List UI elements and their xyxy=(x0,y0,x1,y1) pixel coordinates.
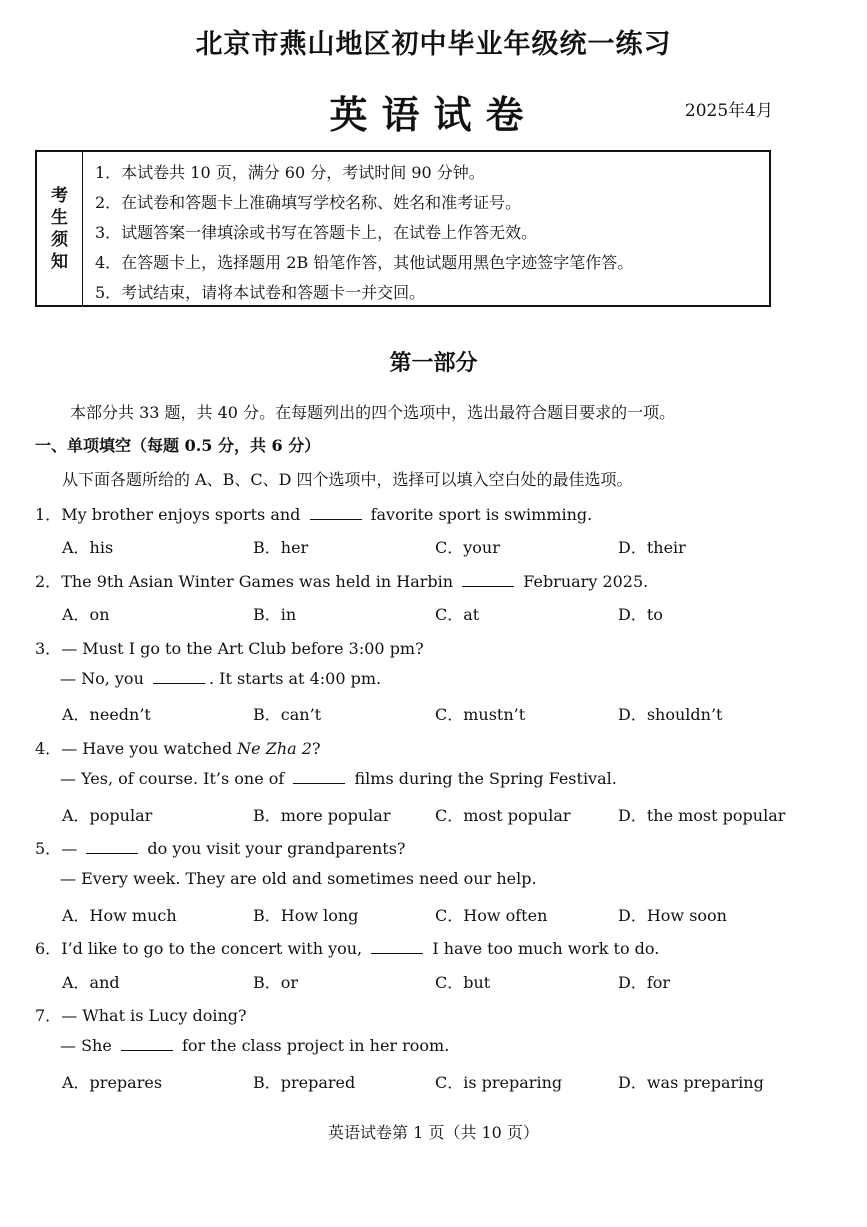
exam-date: 2025年4月 xyxy=(684,101,773,121)
notice-item: 4．在答题卡上，选择题用 2B 铅笔作答，其他试题用黑色字迹签字笔作答。 xyxy=(95,253,634,272)
answer-option: B．or xyxy=(253,973,299,992)
answer-blank xyxy=(293,769,345,784)
answer-option: B．How long xyxy=(253,906,359,925)
question-text: ? xyxy=(311,739,321,758)
answer-option: A．needn’t xyxy=(62,705,151,724)
answer-option: A．popular xyxy=(62,806,153,825)
question-line xyxy=(60,769,617,788)
section-title: 一、单项填空（每题 0.5 分，共 6 分） xyxy=(35,436,321,455)
answer-blank xyxy=(121,1036,173,1051)
question-text: do you visit your grandparents? xyxy=(142,839,406,858)
question-text: films during the Spring Festival. xyxy=(349,769,617,788)
answer-option: D．to xyxy=(618,605,663,624)
section-instruction: 从下面各题所给的 A、B、C、D 四个选项中，选择可以填入空白处的最佳选项。 xyxy=(62,470,633,489)
answer-option: B．her xyxy=(253,538,309,557)
question-number: 1． xyxy=(35,505,62,524)
notice-list xyxy=(95,158,633,308)
answer-blank xyxy=(310,505,362,520)
exam-title: 北京市燕山地区初中毕业年级统一练习 xyxy=(195,29,672,60)
answer-option: D．shouldn’t xyxy=(618,705,723,724)
film-title: Ne Zha 2 xyxy=(237,739,312,758)
question-text: — She xyxy=(60,1036,117,1055)
question-text: I have too much work to do. xyxy=(427,939,660,958)
question-line xyxy=(35,736,321,759)
notice-item: 5．考试结束，请将本试卷和答题卡一并交回。 xyxy=(95,283,426,302)
answer-option: C．most popular xyxy=(435,806,571,825)
question-number: 5． xyxy=(35,839,62,858)
answer-option: B．can’t xyxy=(253,705,322,724)
answer-option: C．your xyxy=(435,538,500,557)
notice-side-label xyxy=(37,152,83,305)
notice-item: 1．本试卷共 10 页，满分 60 分，考试时间 90 分钟。 xyxy=(95,163,485,182)
answer-option: C．mustn’t xyxy=(435,705,526,724)
part-intro: 本部分共 33 题，共 40 分。在每题列出的四个选项中，选出最符合题目要求的一项。 xyxy=(70,403,676,422)
question-number: 2． xyxy=(35,572,62,591)
question-line xyxy=(60,669,381,688)
answer-option: A．his xyxy=(62,538,114,557)
notice-side-char: 生 xyxy=(51,207,68,228)
notice-side-char: 须 xyxy=(51,229,68,250)
answer-option: C．at xyxy=(435,605,480,624)
question-line xyxy=(60,869,537,888)
answer-option: C．but xyxy=(435,973,491,992)
page-footer: 英语试卷第 1 页（共 10 页） xyxy=(328,1123,539,1142)
answer-option: A．How much xyxy=(62,906,177,925)
answer-option: A．and xyxy=(62,973,120,992)
answer-blank xyxy=(153,669,205,684)
answer-option: D．their xyxy=(618,538,686,557)
question-text: — What is Lucy doing? xyxy=(61,1006,247,1025)
notice-item: 3．试题答案一律填涂或书写在答题卡上，在试卷上作答无效。 xyxy=(95,223,538,242)
question-text: . It starts at 4:00 pm. xyxy=(208,669,382,688)
part-title: 第一部分 xyxy=(389,350,478,376)
answer-option: D．How soon xyxy=(618,906,727,925)
question-number: 7． xyxy=(35,1006,62,1025)
question-text: February 2025. xyxy=(518,572,649,591)
answer-option: A．prepares xyxy=(62,1073,163,1092)
question-text: — Must I go to the Art Club before 3:00 pm? xyxy=(61,639,424,658)
answer-option: A．on xyxy=(62,605,110,624)
answer-blank xyxy=(462,572,514,587)
notice-item: 2．在试卷和答题卡上准确填写学校名称、姓名和准考证号。 xyxy=(95,193,522,212)
question-text: for the class project in her room. xyxy=(176,1036,450,1055)
question-line xyxy=(35,936,659,959)
answer-option: C．How often xyxy=(435,906,548,925)
question-line xyxy=(60,1036,449,1055)
answer-option: B．more popular xyxy=(253,806,391,825)
answer-blank xyxy=(371,939,423,954)
answer-option: D．was preparing xyxy=(618,1073,764,1092)
question-number: 6． xyxy=(35,939,62,958)
answer-option: C．is preparing xyxy=(435,1073,563,1092)
answer-blank xyxy=(86,839,138,854)
question-line xyxy=(35,502,592,525)
question-line xyxy=(35,569,648,592)
question-text: My brother enjoys sports and xyxy=(61,505,306,524)
question-number: 3． xyxy=(35,639,62,658)
answer-option: B．in xyxy=(253,605,297,624)
subject-title: 英语试卷 xyxy=(329,92,538,137)
answer-option: D．the most popular xyxy=(618,806,786,825)
answer-option: D．for xyxy=(618,973,671,992)
answer-option: B．prepared xyxy=(253,1073,356,1092)
question-text: favorite sport is swimming. xyxy=(365,505,593,524)
question-text: — Yes, of course. It’s one of xyxy=(60,769,290,788)
question-text: I’d like to go to the concert with you, xyxy=(61,939,368,958)
notice-box xyxy=(35,150,771,307)
question-text: — Have you watched xyxy=(61,739,238,758)
question-text: — No, you xyxy=(60,669,149,688)
notice-side-char: 考 xyxy=(51,185,68,206)
notice-side-char: 知 xyxy=(51,251,68,272)
question-text: — xyxy=(61,839,83,858)
question-text: The 9th Asian Winter Games was held in Harbin xyxy=(61,572,459,591)
question-text: — Every week. They are old and sometimes need our help. xyxy=(60,869,537,888)
question-number: 4． xyxy=(35,739,62,758)
question-line xyxy=(35,836,406,859)
question-line xyxy=(35,636,424,659)
question-line xyxy=(35,1003,247,1026)
